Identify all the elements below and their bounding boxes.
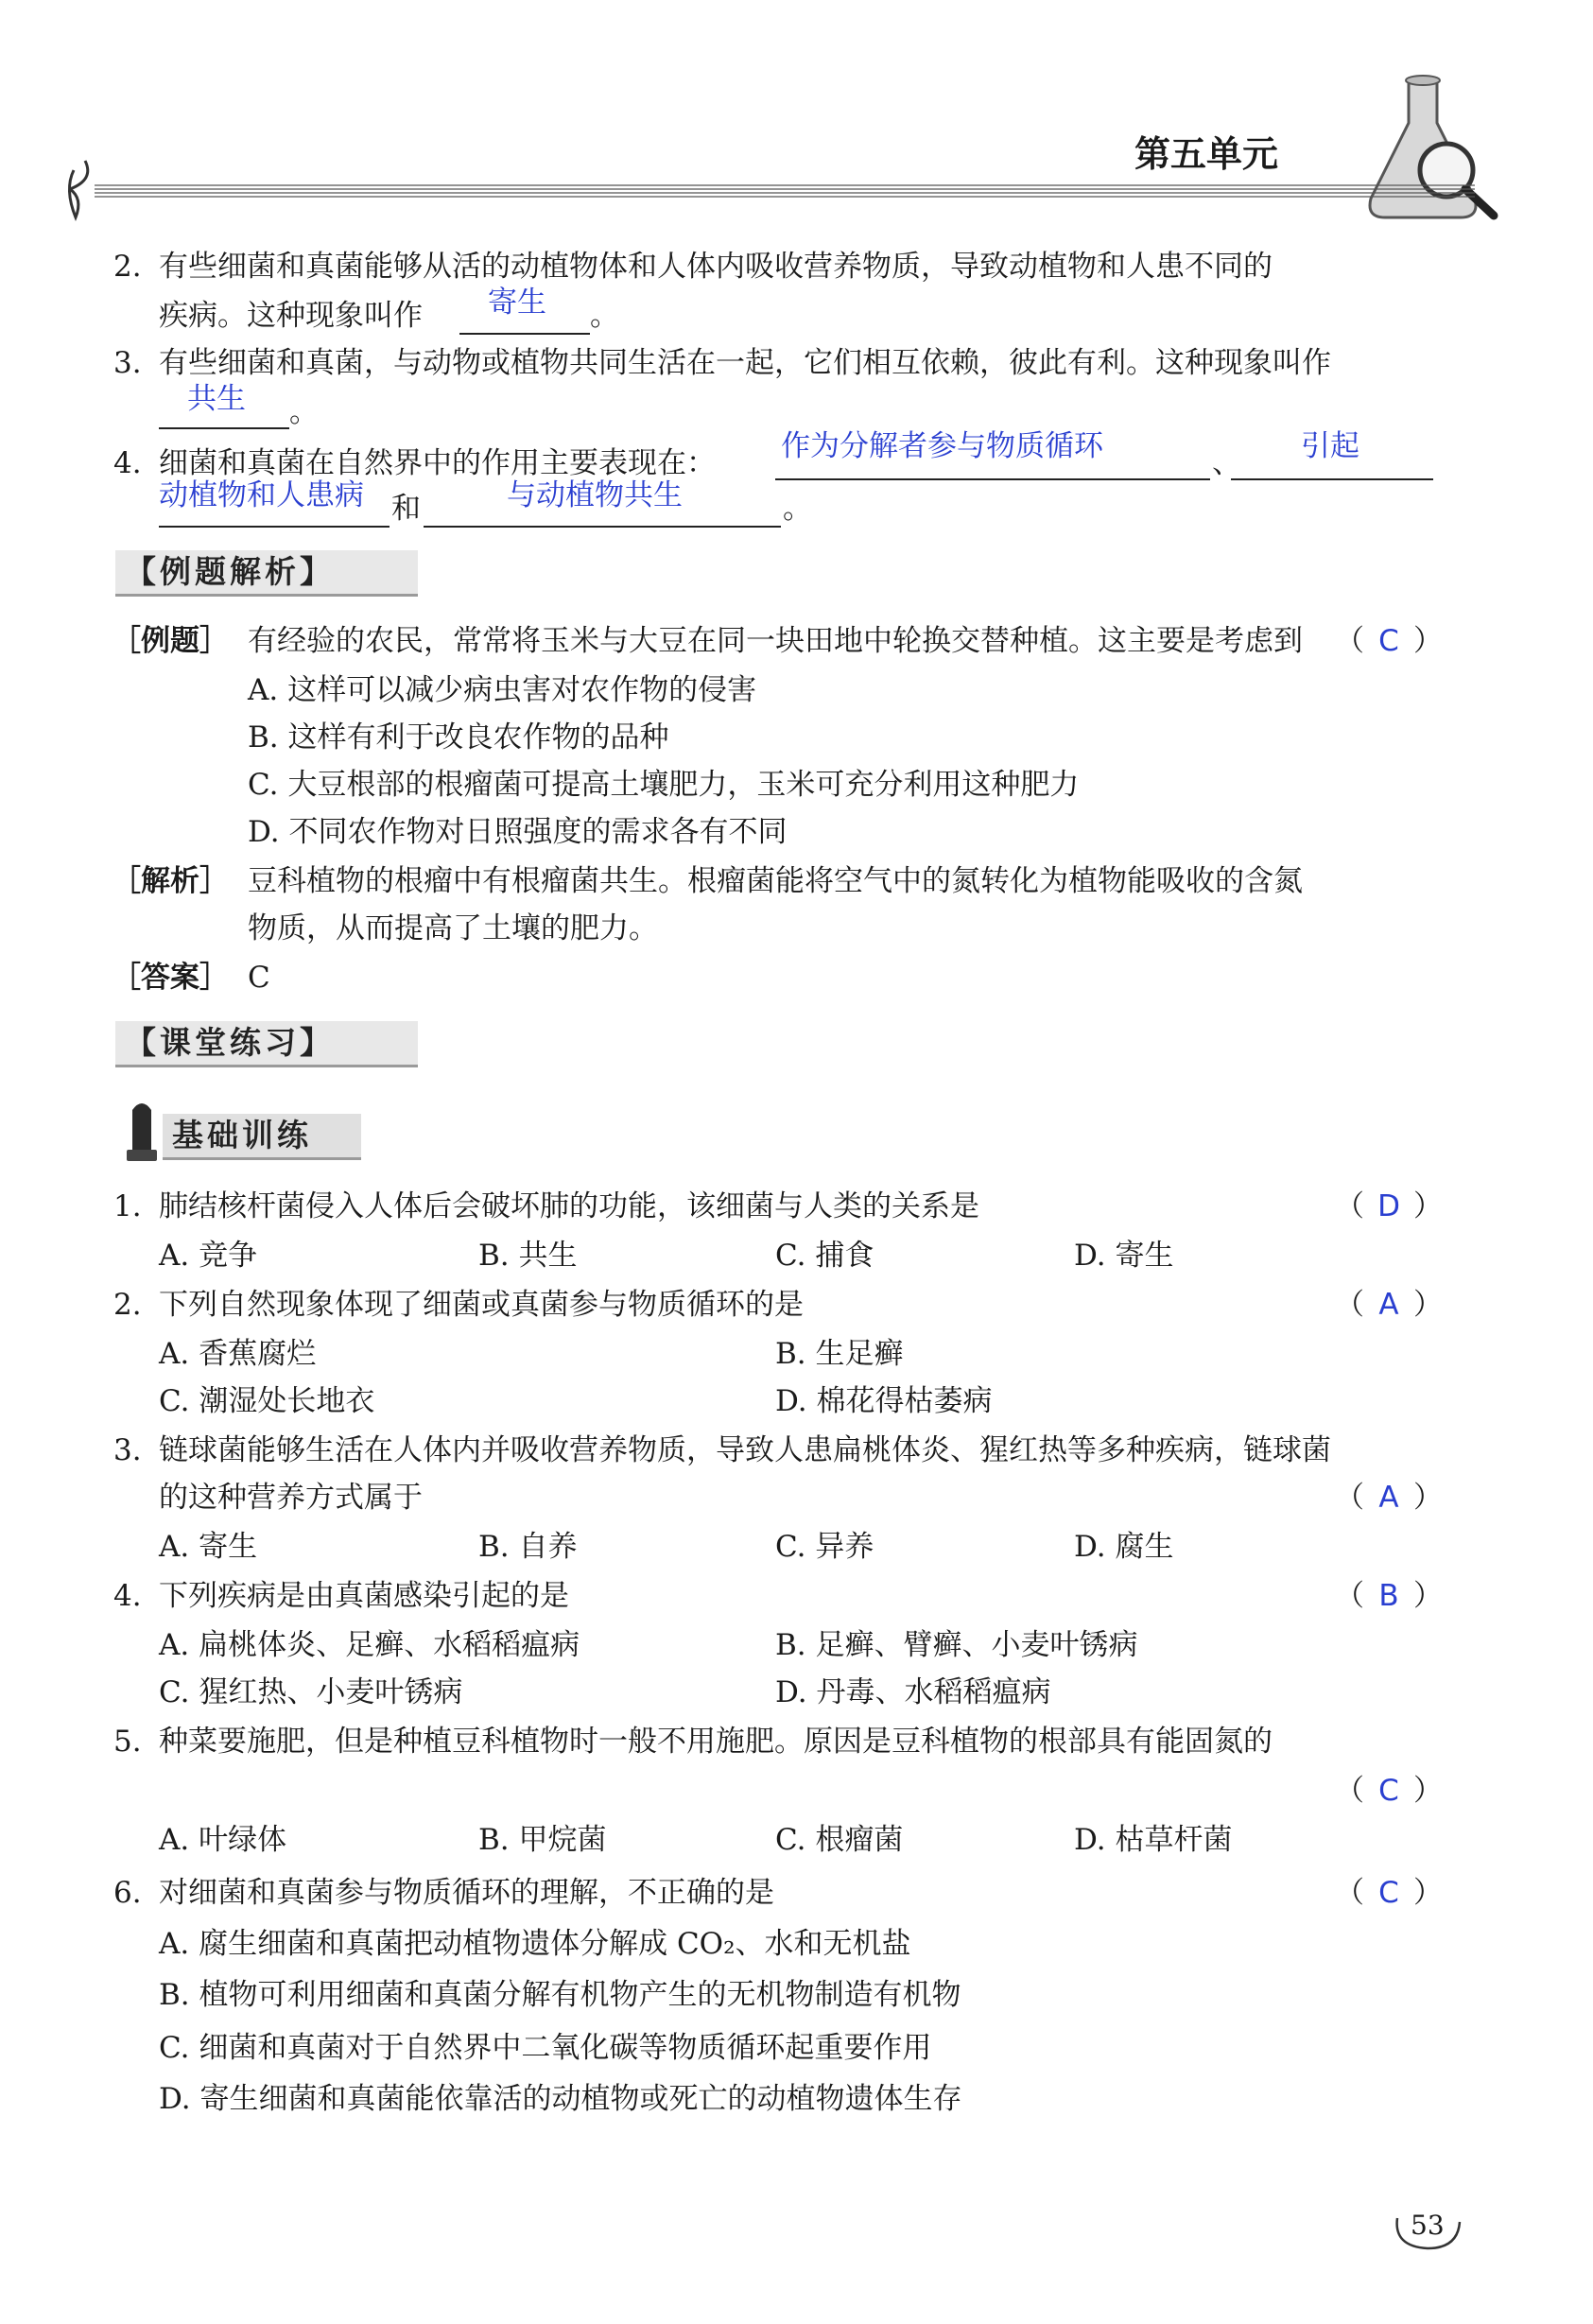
q2-line2-post: 。	[590, 299, 619, 333]
p-q6-paren: （ C ）	[1335, 1876, 1443, 1910]
p-q5-number: 5.	[113, 1725, 142, 1759]
example-question: 有经验的农民，常常将玉米与大豆在同一块田地中轮换交替种植。这主要是考虑到	[248, 624, 1303, 658]
p-q1-option-d: D. 寄生	[1074, 1239, 1174, 1273]
cactus-icon	[115, 1097, 168, 1163]
clef-ornament	[69, 161, 87, 217]
p-q6-option-a: A. 腐生细菌和真菌把动植物遗体分解成 CO₂、水和无机盐	[159, 1927, 911, 1961]
p-q1-option-a: A. 竞争	[159, 1239, 258, 1273]
p-q5-option-c: C. 根瘤菌	[775, 1823, 904, 1857]
q4-answer3: 与动植物共生	[507, 478, 683, 512]
p-q2-option-c: C. 潮湿处长地衣	[159, 1384, 375, 1418]
q3-answer: 共生	[187, 382, 246, 416]
p-q1-number: 1.	[113, 1189, 142, 1223]
q2-line1: 有些细菌和真菌能够从活的动植物体和人体内吸收营养物质，导致动植物和人患不同的	[159, 250, 1273, 284]
p-q1-paren: （ D ）	[1335, 1189, 1443, 1223]
analysis-tag: ［解析］	[112, 864, 229, 898]
p-q1-text: 肺结核杆菌侵入人体后会破坏肺的功能，该细菌与人类的关系是	[159, 1189, 979, 1223]
q4-end: 。	[783, 492, 812, 526]
p-q5-paren: （ C ）	[1335, 1774, 1443, 1808]
q2-answer: 寄生	[488, 286, 546, 320]
q2-line2-pre: 疾病。这种现象叫作	[159, 299, 423, 333]
example-section-title: 【例题解析】	[115, 550, 418, 597]
q3-line2-post: 。	[289, 395, 319, 429]
p-q6-number: 6.	[113, 1876, 142, 1910]
p-q2-paren: （ A ）	[1335, 1288, 1443, 1322]
key-value: C	[248, 961, 270, 995]
p-q3-option-c: C. 异养	[775, 1530, 874, 1564]
q4-line1: 细菌和真菌在自然界中的作用主要表现在：	[159, 446, 716, 480]
p-q6-option-d: D. 寄生细菌和真菌能依靠活的动植物或死亡的动植物遗体生存	[159, 2082, 962, 2116]
p-q5-answer: C	[1378, 1774, 1399, 1808]
p-q3-option-a: A. 寄生	[159, 1530, 258, 1564]
p-q3-number: 3.	[113, 1433, 142, 1467]
example-option-a: A. 这样可以减少病虫害对农作物的侵害	[248, 673, 757, 707]
example-option-b: B. 这样有利于改良农作物的品种	[248, 720, 669, 754]
p-q6-answer: C	[1378, 1876, 1399, 1910]
page-number: 53	[1411, 2210, 1445, 2241]
example-answer: C	[1378, 624, 1399, 658]
q2-blank	[459, 333, 590, 335]
p-q2-answer: A	[1378, 1288, 1399, 1322]
p-q3-text1: 链球菌能够生活在人体内并吸收营养物质，导致人患扁桃体炎、猩红热等多种疾病，链球菌	[159, 1433, 1331, 1467]
p-q3-paren: （ A ）	[1335, 1481, 1443, 1515]
q4-answer2b: 动植物和人患病	[159, 478, 364, 512]
p-q1-option-b: B. 共生	[478, 1239, 578, 1273]
p-q5-option-a: A. 叶绿体	[159, 1823, 287, 1857]
q4-number: 4.	[113, 446, 142, 480]
p-q4-answer: B	[1378, 1579, 1399, 1613]
analysis-line1: 豆科植物的根瘤中有根瘤菌共生。根瘤菌能将空气中的氮转化为植物能吸收的含氮	[248, 864, 1303, 898]
p-q6-option-b: B. 植物可利用细菌和真菌分解有机物产生的无机物制造有机物	[159, 1978, 961, 2012]
p-q4-text: 下列疾病是由真菌感染引起的是	[159, 1579, 569, 1613]
q4-blank2b	[159, 526, 390, 528]
p-q6-text: 对细菌和真菌参与物质循环的理解，不正确的是	[159, 1876, 774, 1910]
p-q2-option-d: D. 棉花得枯萎病	[775, 1384, 993, 1418]
q4-blank1	[775, 478, 1210, 480]
p-q5-text: 种菜要施肥，但是种植豆科植物时一般不用施肥。原因是豆科植物的根部具有能固氮的	[159, 1725, 1273, 1759]
p-q3-text2: 的这种营养方式属于	[159, 1481, 423, 1515]
p-q3-option-b: B. 自养	[478, 1530, 578, 1564]
key-tag: ［答案］	[112, 961, 229, 995]
q3-blank	[159, 427, 289, 429]
p-q5-option-b: B. 甲烷菌	[478, 1823, 607, 1857]
basic-training-title: 基础训练	[163, 1114, 361, 1160]
q2-number: 2.	[113, 250, 142, 284]
p-q4-option-b: B. 足癣、臂癣、小麦叶锈病	[775, 1628, 1138, 1662]
p-q3-option-d: D. 腐生	[1074, 1530, 1174, 1564]
p-q1-answer: D	[1377, 1189, 1400, 1223]
q4-separator: 、	[1212, 446, 1241, 480]
practice-section-title: 【课堂练习】	[115, 1021, 418, 1067]
example-tag: ［例题］	[112, 624, 229, 658]
q4-blank2	[1231, 478, 1433, 480]
p-q2-text: 下列自然现象体现了细菌或真菌参与物质循环的是	[159, 1288, 804, 1322]
p-q3-answer: A	[1378, 1481, 1399, 1515]
analysis-line2: 物质，从而提高了土壤的肥力。	[248, 911, 658, 945]
example-option-d: D. 不同农作物对日照强度的需求各有不同	[248, 815, 788, 849]
p-q4-option-a: A. 扁桃体炎、足癣、水稻稻瘟病	[159, 1628, 580, 1662]
q3-number: 3.	[113, 346, 142, 380]
p-q6-option-c: C. 细菌和真菌对于自然界中二氧化碳等物质循环起重要作用	[159, 2031, 932, 2065]
unit-title: 第五单元	[1134, 132, 1279, 175]
p-q2-option-b: B. 生足癣	[775, 1337, 904, 1371]
q4-and: 和	[391, 492, 421, 526]
p-q2-number: 2.	[113, 1288, 142, 1322]
p-q5-option-d: D. 枯草杆菌	[1074, 1823, 1233, 1857]
p-q2-option-a: A. 香蕉腐烂	[159, 1337, 317, 1371]
q4-blank3	[424, 526, 781, 528]
example-answer-paren: （ C ）	[1335, 624, 1443, 658]
p-q4-paren: （ B ）	[1335, 1579, 1443, 1613]
p-q4-number: 4.	[113, 1579, 142, 1613]
q4-answer2a: 引起	[1301, 429, 1359, 463]
p-q4-option-d: D. 丹毒、水稻稻瘟病	[775, 1675, 1051, 1709]
example-option-c: C. 大豆根部的根瘤菌可提高土壤肥力，玉米可充分利用这种肥力	[248, 768, 1080, 802]
q3-line1: 有些细菌和真菌，与动物或植物共同生活在一起，它们相互依赖，彼此有利。这种现象叫作	[159, 346, 1331, 380]
header-decoration	[57, 66, 1513, 236]
p-q1-option-c: C. 捕食	[775, 1239, 874, 1273]
q4-answer1: 作为分解者参与物质循环	[781, 429, 1103, 463]
p-q4-option-c: C. 猩红热、小麦叶锈病	[159, 1675, 463, 1709]
